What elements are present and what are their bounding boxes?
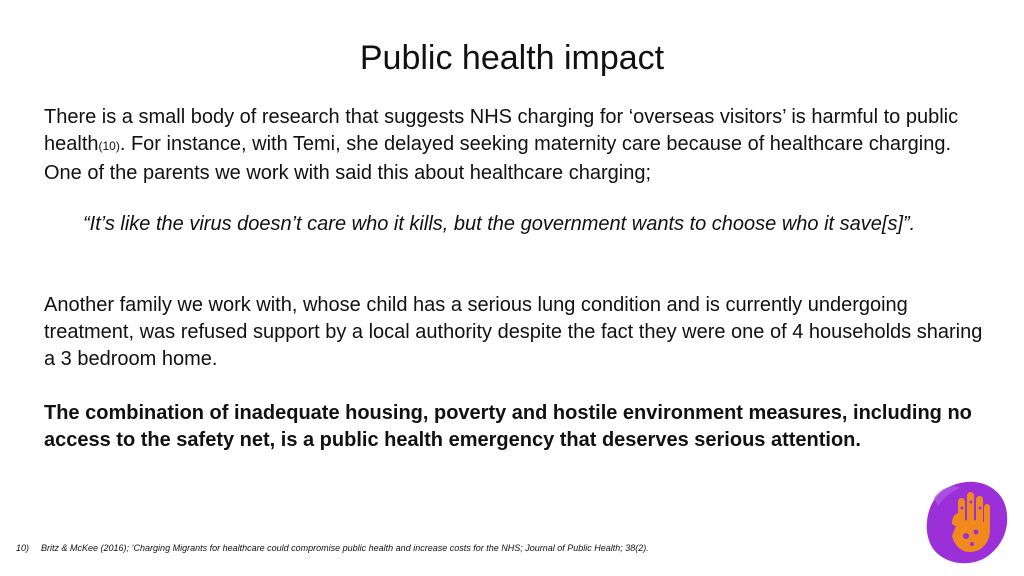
paragraph-research-text-continued: . For instance, with Temi, she delayed seeking maternity care because of healthcare charging. One of the parents we work with said this about healthcare charging;: [44, 133, 952, 184]
paragraph-conclusion: The combination of inadequate housing, poverty and hostile environment measures, including no access to the safety net, is a public health emergency that deserves serious attention.: [44, 402, 972, 451]
slide-title: Public health impact: [359, 39, 665, 77]
citation-marker: (10): [98, 139, 120, 153]
paragraph-research-text: There is a small body of research that suggests NHS charging for ‘overseas visitors’ is harmful to public health: [44, 106, 959, 155]
parent-quote: “It’s like the virus doesn’t care who it kills, but the government wants to choose who it save[s]”.: [83, 213, 916, 235]
footnote: [16, 542, 649, 554]
paragraph-research: [44, 104, 994, 187]
paragraph-family: Another family we work with, whose child has a serious lung condition and is currently undergoing treatment, was refused support by a local authority despite the fact they were one of 4 households sharing a 3 bedroom home.: [44, 294, 983, 370]
footnote-reference: Britz & McKee (2016); ‘Charging Migrants for healthcare could compromise public health and increase costs for the NHS; Journal of Public Health; 38(2).: [41, 543, 649, 553]
painted-hand-logo-icon: [922, 478, 1010, 566]
footnote-number: 10): [16, 543, 30, 553]
